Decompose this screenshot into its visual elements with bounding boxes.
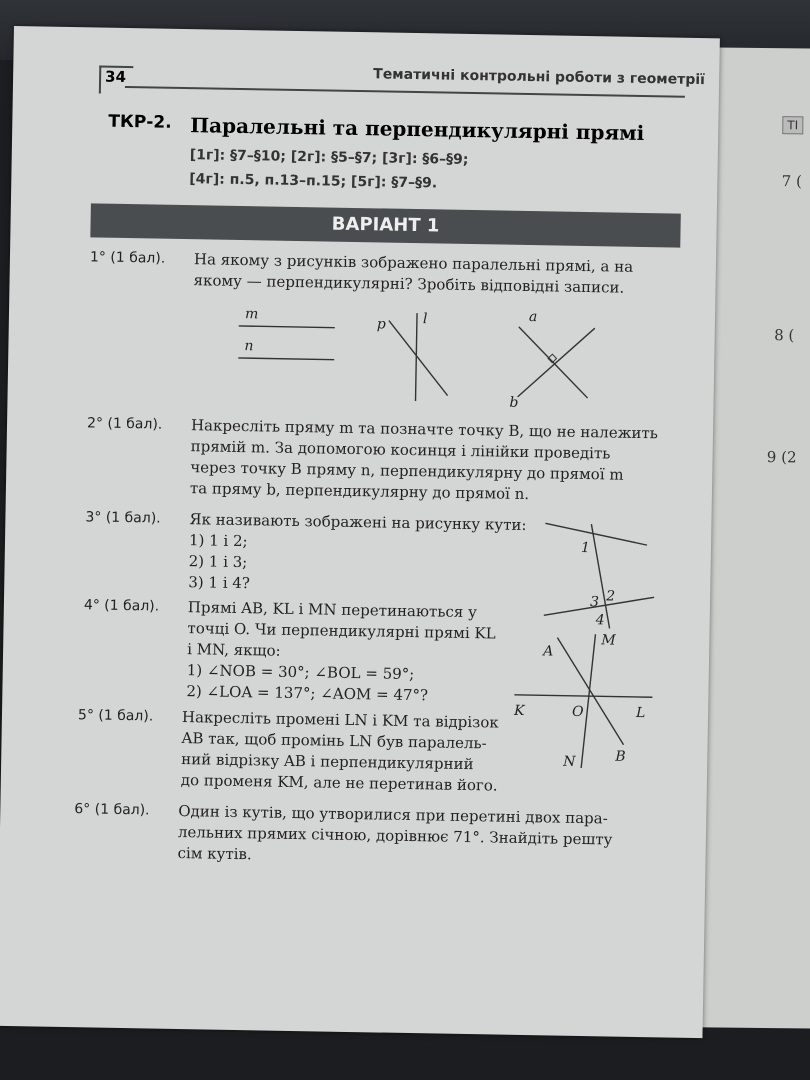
angle-label-3: 3 [589, 594, 600, 611]
references-line-2: [4г]: п.5, п.13–п.15; [5г]: §7–§9. [189, 171, 438, 192]
task-1-text: На якому з рисунків зображено паралельні прямі, а на якому — перпендикулярні? Зробіть відповідні записи. [193, 250, 634, 297]
task-3-number: 3° (1 бал). [85, 509, 161, 527]
variant-banner: ВАРІАНТ 1 [90, 203, 681, 247]
angle-label-4: 4 [595, 612, 605, 629]
angle-label-2: 2 [605, 588, 616, 605]
header-rule [125, 86, 685, 98]
point-A: A [543, 643, 554, 660]
task-1-number: 1° (1 бал). [89, 249, 166, 267]
task-6-number: 6° (1 бал). [74, 801, 150, 819]
task-5-number: 5° (1 бал). [77, 707, 154, 725]
task-2-number: 2° (1 бал). [86, 415, 163, 433]
point-N: N [563, 753, 576, 770]
point-L: L [635, 704, 646, 722]
running-title: Тематичні контрольні роботи з геометрії [373, 66, 706, 89]
label-m: m [244, 306, 259, 323]
task-4-text: Прямі AB, KL і MN перетинаються у точці O. Чи перпендикулярні прямі KL і MN, якщо: 1) ∠NOB = 30°; ∠BOL = 59°; 2) ∠LOA = 137°; ∠AOM = 47°? [186, 598, 496, 705]
page-number: 34 [99, 65, 133, 94]
point-M: M [601, 632, 616, 649]
work-code: ТКР-2. [108, 111, 172, 133]
point-K: K [513, 702, 525, 720]
task-4-number: 4° (1 бал). [83, 597, 160, 615]
angle-label-1: 1 [580, 539, 591, 557]
next-page-item: 7 ( [781, 172, 803, 191]
task-2-text: Накресліть пряму m та позначте точку B, що не належить прямій m. За допомогою косинця і лінійки проведіть через точку B пряму n, перпендикулярну до прямої m та пряму b, перпендикулярну до прямої n. [189, 416, 659, 504]
book-page [0, 26, 720, 1038]
task-3-text: Як називають зображені на рисунку кути: 1) 1 і 2; 2) 1 і 3; 3) 1 і 4? [188, 510, 527, 593]
figure-1 [238, 300, 600, 411]
label-l: l [422, 311, 428, 328]
figure-3 [544, 519, 666, 631]
references-line-1: [1г]: §7–§10; [2г]: §5–§7; [3г]: §6–§9; [189, 147, 469, 168]
next-page-item: 9 (2 [766, 448, 797, 467]
label-a: a [528, 309, 538, 326]
label-b: b [509, 394, 519, 411]
point-B: B [615, 748, 626, 765]
task-5-text: Накресліть промені LN і KM та відрізок AB так, щоб промінь LN був паралель- ний відрізку AB і перпендикулярний до променя KM, але не перетинав його. [180, 708, 499, 795]
task-6-text: Один із кутів, що утворилися при перетині двох пара- лельних прямих січною, дорівнює 71°. Знайдіть решту сім кутів. [177, 801, 613, 864]
label-n: n [244, 338, 254, 355]
work-title: Паралельні та перпендикулярні прямі [190, 113, 645, 146]
point-O: O [571, 703, 584, 721]
label-p: p [376, 316, 386, 333]
figure-4 [511, 625, 664, 778]
next-page-tab: ТІ [782, 116, 803, 134]
next-page-item: 8 ( [774, 326, 795, 345]
